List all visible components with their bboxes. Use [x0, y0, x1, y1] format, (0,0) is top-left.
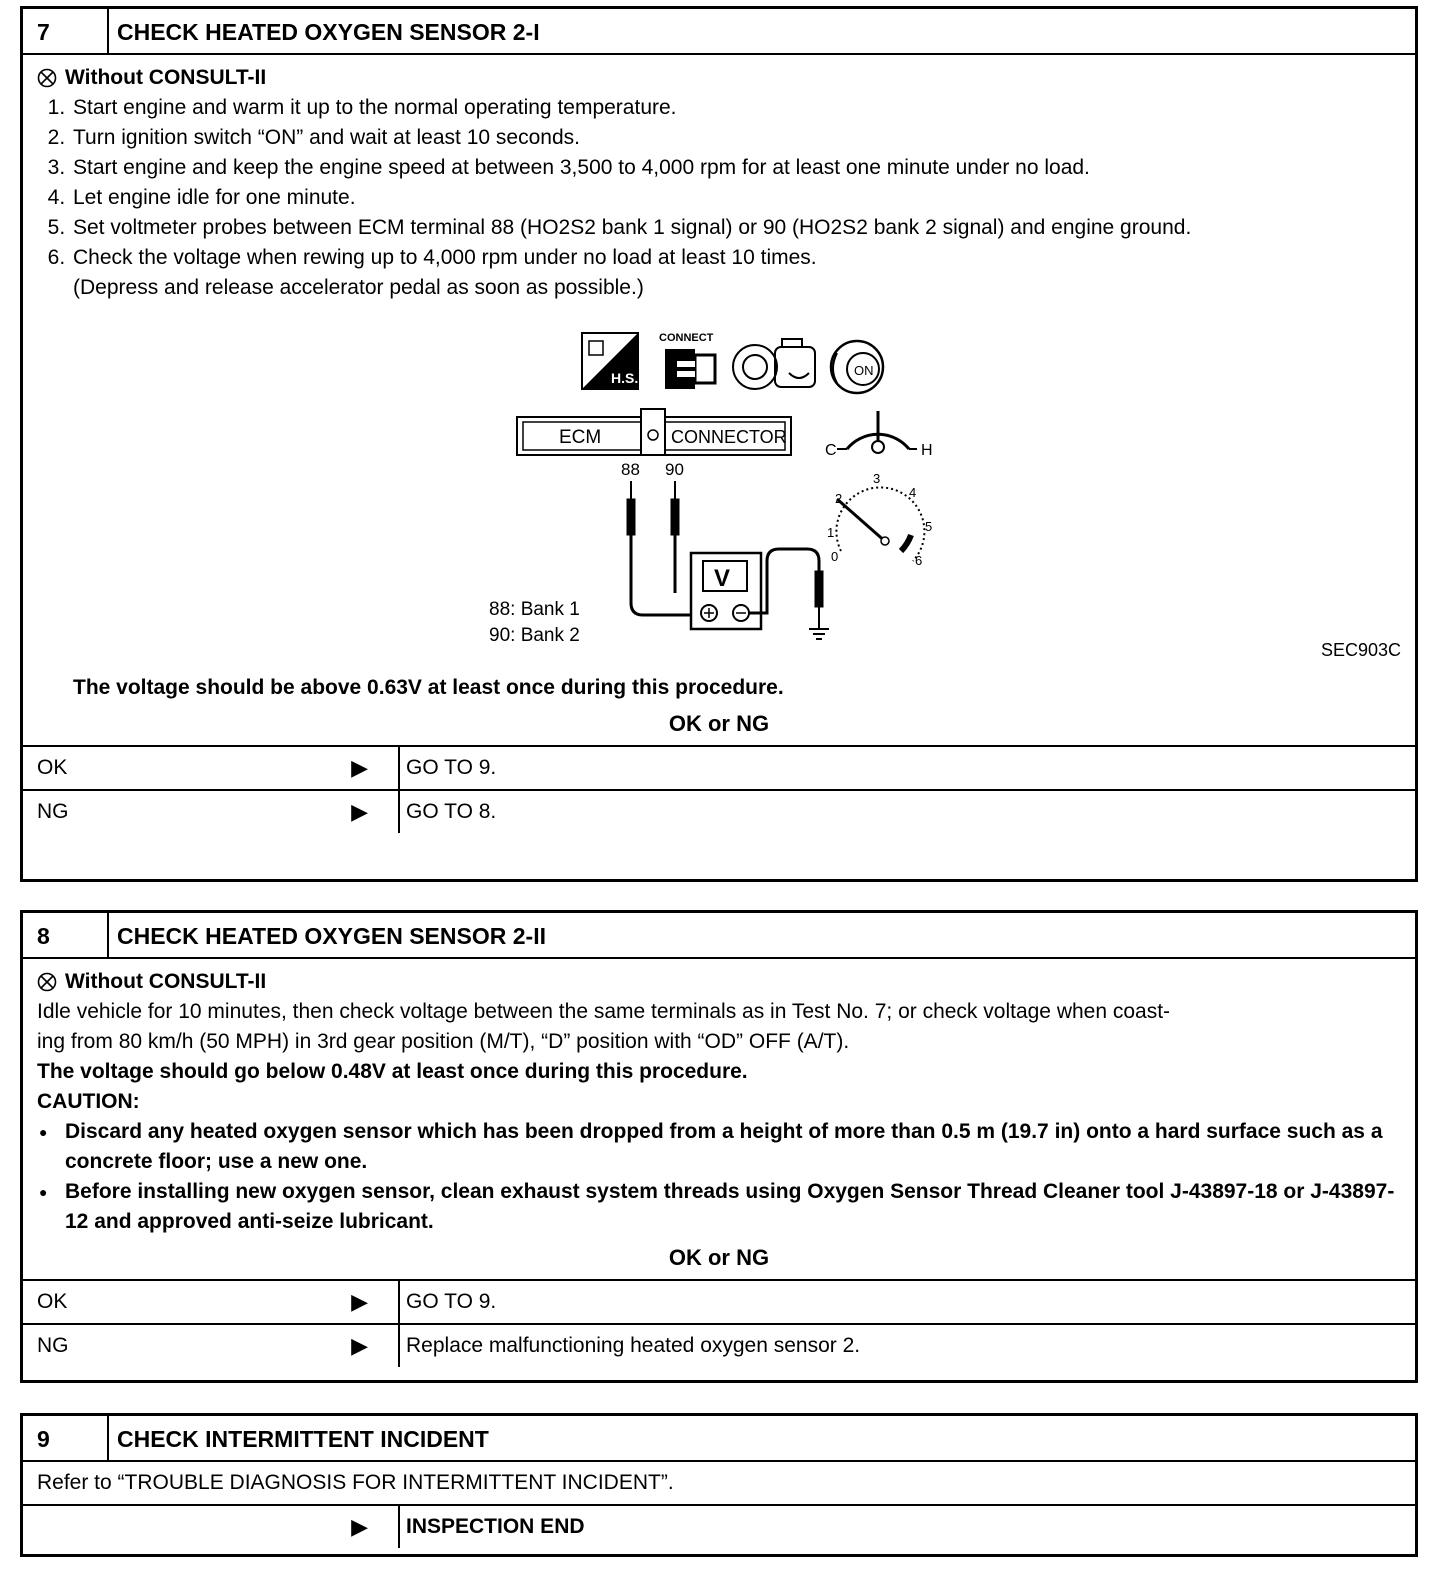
outcome-row [23, 745, 1415, 789]
terminal-90-label: 90 [665, 460, 684, 479]
wiring-diagram [37, 303, 1401, 673]
ignition-key-icon [831, 341, 883, 393]
outcome-row [23, 1323, 1415, 1367]
outcome-label-cell [23, 1281, 400, 1323]
temperature-gauge-icon [825, 411, 933, 459]
instruction-item: 2. Turn ignition switch “ON” and wait at least 10 seconds. [71, 123, 1401, 153]
instruction-list [37, 93, 1401, 273]
instruction-text: ing from 80 km/h (50 MPH) in 3rd gear position (M/T), “D” position with “OD” OFF (A/T). [37, 1030, 850, 1053]
result-statement: The voltage should be above 0.63V at least once during this procedure. [73, 676, 784, 699]
instruction-text: Idle vehicle for 10 minutes, then check voltage between the same terminals as in Test No. 7; or check voltage when coast- [37, 1000, 1171, 1023]
gauge-c-label: C [825, 442, 837, 459]
result-statement: The voltage should go below 0.48V at least once during this procedure. [37, 1060, 748, 1083]
ok-or-ng-label: OK or NG [668, 1245, 770, 1270]
step-9-box [20, 1413, 1418, 1557]
ecm-connector [517, 409, 791, 455]
legend-bank-2: 90: Bank 2 [489, 625, 580, 646]
tach-tick: 1 [827, 525, 835, 540]
step-body: Refer to “TROUBLE DIAGNOSIS FOR INTERMITTENT INCIDENT”. [37, 1471, 674, 1494]
step-title: CHECK HEATED OXYGEN SENSOR 2-I [117, 19, 540, 45]
subheading-text: Without CONSULT-II [65, 66, 267, 89]
instruction-item: 3. Start engine and keep the engine speed at between 3,500 to 4,000 rpm for at least one minute under no load. [71, 153, 1401, 183]
connect-label: CONNECT [659, 332, 714, 344]
connector-label: CONNECTOR [671, 427, 787, 447]
instruction-item: 1. Start engine and warm it up to the normal operating temperature. [71, 93, 1401, 123]
step-number: 9 [23, 1416, 109, 1460]
step-title: CHECK INTERMITTENT INCIDENT [117, 1426, 489, 1452]
tach-tick: 0 [831, 549, 839, 564]
right-triangle-arrow-icon: ▶ [351, 799, 368, 824]
outcome-action: Replace malfunctioning heated oxygen sensor 2. [406, 1334, 861, 1357]
outcome-label-cell [23, 747, 400, 789]
engine-icon [733, 339, 815, 389]
instruction-item: 6. Check the voltage when rewing up to 4,000 rpm under no load at least 10 times. [71, 243, 1401, 273]
tach-tick: 4 [909, 485, 917, 500]
subheading [37, 63, 1401, 93]
step-number: 7 [23, 9, 109, 53]
subheading-text: Without CONSULT-II [65, 970, 267, 993]
outcome-label-cell [23, 1506, 400, 1548]
subheading [37, 967, 1401, 997]
instruction-item: 5. Set voltmeter probes between ECM terminal 88 (HO2S2 bank 1 signal) or 90 (HO2S2 bank 2 signal) and engine ground. [71, 213, 1401, 243]
step-header [23, 1416, 1415, 1462]
outcome-label: NG [37, 800, 69, 823]
crossed-circle-icon [37, 972, 57, 992]
right-triangle-arrow-icon: ▶ [351, 1333, 368, 1358]
outcome-label-cell [23, 791, 400, 833]
step-8-box [20, 910, 1418, 1383]
outcome-action: GO TO 9. [406, 1290, 497, 1313]
caution-heading: CAUTION: [37, 1090, 140, 1113]
caution-list [37, 1117, 1401, 1237]
gauge-h-label: H [921, 442, 933, 459]
caution-item: ● Discard any heated oxygen sensor which has been dropped from a height of more than 0.5 m (19.7 in) onto a hard surface such as a concrete floor; use a new one. [65, 1117, 1401, 1177]
hot-start-icon [582, 333, 638, 389]
tach-tick: 6 [915, 553, 923, 568]
outcome-row [23, 1504, 1415, 1548]
voltmeter-icon [691, 553, 761, 629]
crossed-circle-icon [37, 68, 57, 88]
step-7-box [20, 6, 1418, 882]
ecm-label: ECM [559, 427, 602, 448]
right-triangle-arrow-icon: ▶ [351, 1514, 368, 1539]
tach-tick: 3 [873, 471, 881, 486]
instruction-item: 4. Let engine idle for one minute. [71, 183, 1401, 213]
outcome-label-cell [23, 1325, 400, 1367]
step-title: CHECK HEATED OXYGEN SENSOR 2-II [117, 923, 546, 949]
outcome-action: GO TO 9. [406, 756, 497, 779]
outcome-action: INSPECTION END [406, 1515, 585, 1538]
outcome-row [23, 789, 1415, 833]
right-triangle-arrow-icon: ▶ [351, 1289, 368, 1314]
outcome-label: OK [37, 1290, 68, 1313]
outcome-label: OK [37, 756, 68, 779]
outcome-row [23, 1279, 1415, 1323]
step-body [23, 959, 1415, 1237]
caution-item: ● Before installing new oxygen sensor, clean exhaust system threads using Oxygen Sensor Thread Cleaner tool J-43897-18 or J-43897-12 and approved anti-seize lubricant. [65, 1177, 1401, 1237]
step-number: 8 [23, 913, 109, 957]
outcome-action: GO TO 8. [406, 800, 497, 823]
outcome-label: NG [37, 1334, 69, 1357]
legend-bank-1: 88: Bank 1 [489, 599, 580, 620]
instruction-note: (Depress and release accelerator pedal as soon as possible.) [73, 276, 644, 299]
tach-tick: 5 [925, 519, 933, 534]
step-body [23, 55, 1415, 703]
meter-label: V [714, 565, 731, 592]
diagram-svg [37, 303, 1401, 673]
tach-tick: 2 [835, 491, 843, 506]
step-header [23, 9, 1415, 55]
step-header [23, 913, 1415, 959]
on-label: ON [854, 363, 874, 378]
connect-icon [659, 332, 715, 389]
hs-label: H.S. [611, 370, 639, 386]
figure-code: SEC903C [1320, 640, 1401, 660]
ok-or-ng-label: OK or NG [668, 711, 770, 736]
tachometer-icon [827, 471, 932, 568]
terminal-88-label: 88 [621, 460, 640, 479]
right-triangle-arrow-icon: ▶ [351, 755, 368, 780]
